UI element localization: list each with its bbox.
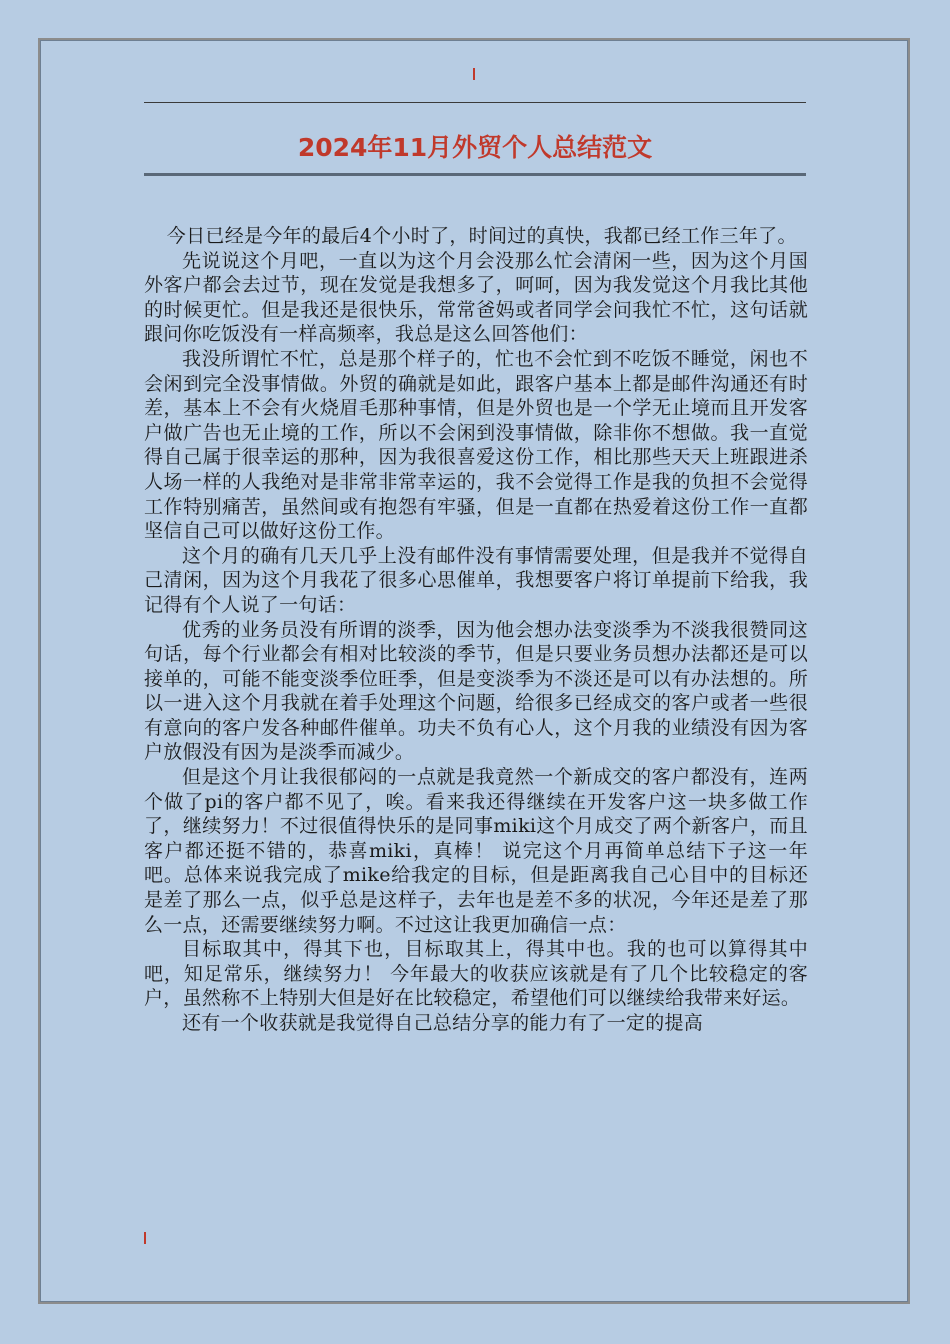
header-cursor-mark: [473, 68, 475, 80]
document-body: [144, 224, 808, 1036]
paragraph-4: 这个月的确有几天几乎上没有邮件没有事情需要处理，但是我并不觉得自己清闲，因为这个月我花了很多心思催单，我想要客户将订单提前下给我，我记得有个人说了一句话：: [144, 544, 808, 616]
paragraph-3: 我没所谓忙不忙，总是那个样子的，忙也不会忙到不吃饭不睡觉，闲也不会闲到完全没事情做。外贸的确就是如此，跟客户基本上都是邮件沟通还有时差，基本上不会有火烧眉毛那种事情，但是外贸也是一个学无止境而且开发客户做广告也无止境的工作，所以不会闲到没事情做，除非你不想做。我一直觉得自己属于很幸运的那种，因为我很喜爱这份工作，相比那些天天上班跟进杀人场一样的人我绝对是非常非常幸运的，我不会觉得工作是我的负担不会觉得工作特别痛苦，虽然间或有抱怨有牢骚，但是一直都在热爱着这份工作一直都坚信自己可以做好这份工作。: [144, 347, 808, 543]
document-title: 2024年11月外贸个人总结范文: [297, 133, 653, 162]
paragraph-1: 今日已经是今年的最后4个小时了，时间过的真快，我都已经工作三年了。: [166, 225, 797, 247]
paragraph-5: 优秀的业务员没有所谓的淡季，因为他会想办法变淡季为不淡我很赞同这句话，每个行业都会有相对比较淡的季节，但是只要业务员想办法都还是可以接单的，可能不能变淡季位旺季，但是变淡季为不淡还是可以有办法想的。所以一进入这个月我就在着手处理这个问题，给很多已经成交的客户或者一些很有意向的客户发各种邮件催单。功夫不负有心人，这个月我的业绩没有因为客户放假没有因为是淡季而减少。: [144, 618, 808, 764]
paragraph-6: 但是这个月让我很郁闷的一点就是我竟然一个新成交的客户都没有，连两个做了pi的客户都不见了，唉。看来我还得继续在开发客户这一块多做工作了，继续努力！不过很值得快乐的是同事miki这个月成交了两个新客户，而且客户都还挺不错的，恭喜miki，真棒！ 说完这个月再简单总结下子这一年吧。总体来说我完成了mike给我定的目标，但是距离我自己心目中的目标还是差了那么一点，似乎总是这样子，去年也是差不多的状况，今年还是差了那么一点，还需要继续努力啊。不过这让我更加确信一点：: [144, 766, 808, 936]
paragraph-8: 还有一个收获就是我觉得自己总结分享的能力有了一定的提高: [182, 1012, 704, 1034]
paragraph-7: 目标取其中，得其下也，目标取其上，得其中也。我的也可以算得其中吧，知足常乐，继续努力！ 今年最大的收获应该就是有了几个比较稳定的客户，虽然称不上特别大但是好在比较稳定，希望他们可以继续给我带来好运。: [144, 938, 808, 1010]
header-rule: [144, 102, 806, 103]
title-rule: [144, 173, 806, 176]
paragraph-2: 先说说这个月吧，一直以为这个月会没那么忙会清闲一些，因为这个月国外客户都会去过节，现在发觉是我想多了，呵呵，因为我发觉这个月我比其他的时候更忙。但是我还是很快乐，常常爸妈或者同学会问我忙不忙，这句话就跟问你吃饭没有一样高频率，我总是这么回答他们：: [144, 249, 808, 346]
footer-cursor-mark: [144, 1232, 146, 1244]
